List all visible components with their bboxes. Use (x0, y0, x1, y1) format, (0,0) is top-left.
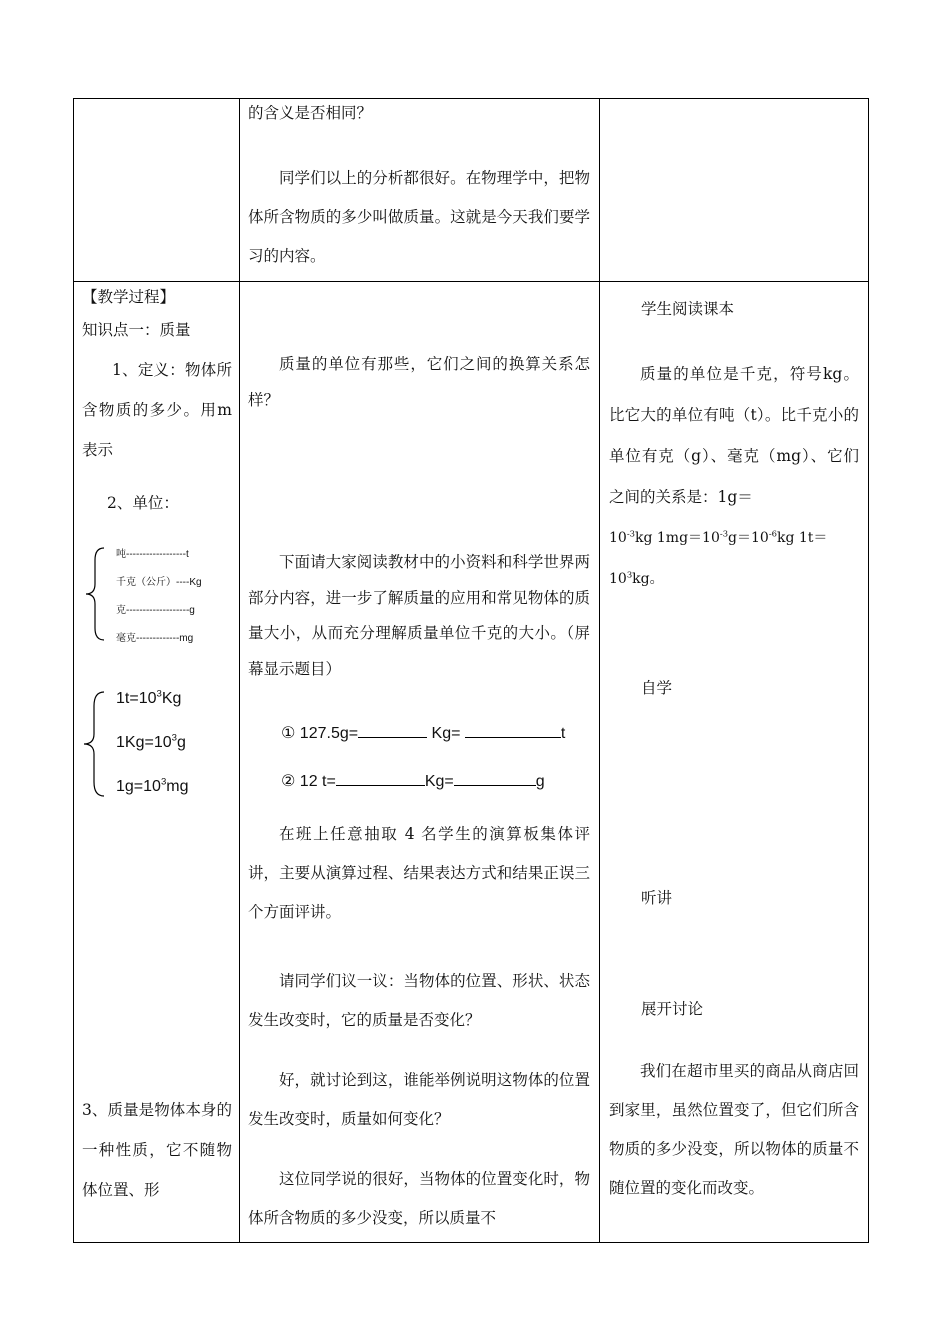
unit-brace (84, 544, 106, 644)
conv-lhs: 1Kg=10 (116, 734, 172, 751)
right-example (609, 1052, 859, 1208)
conv-rhs: g (176, 734, 186, 751)
reading-instruction: 下面请大家阅读教材中的小资料和科学世界两部分内容，进一步了解质量的应用和常见物体的质量大小，从而充分理解质量单位千克的大小。（屏幕显示题目） (248, 553, 590, 678)
example-question: 好，就讨论到这，谁能举例说明这物体的位置发生改变时，质量如何变化？ (248, 1071, 590, 1128)
unit-row-gram (116, 601, 195, 616)
middle-example (248, 1061, 590, 1139)
conv-rhs: Kg (161, 690, 182, 707)
rel-part: kg 1mg＝10 (635, 530, 720, 546)
unit-dash: ---- (176, 577, 190, 588)
unit-relation-line (609, 518, 859, 559)
middle-discuss (248, 962, 590, 1040)
row1-text-1: 的含义是否相同？ (248, 104, 373, 122)
exercise-2 (281, 771, 545, 791)
unit-dash: ------------------ (126, 549, 186, 560)
exercise-part: 127.5g= (299, 725, 359, 742)
rel-part: kg 1t＝ (776, 530, 828, 546)
unit-name: 克 (116, 605, 126, 616)
mass-property-text: 3、质量是物体本身的一种性质，它不随物体位置、形 (82, 1101, 232, 1199)
unit-question: 质量的单位有那些，它们之间的换算关系怎样？ (248, 355, 590, 409)
exercise-number: ② (281, 773, 296, 790)
unit-row-kilogram (116, 573, 202, 588)
unit-dash: ------------- (136, 633, 180, 644)
conversion-kilogram (116, 734, 186, 752)
conv-lhs: 1t=10 (116, 690, 157, 707)
knowledge-point: 知识点一：质量 (82, 321, 191, 339)
conv-exp: 3 (171, 732, 177, 744)
table-left-border (73, 98, 74, 1243)
exercise-number: ① (281, 725, 296, 742)
exercise-part: 12 t= (299, 773, 336, 790)
rel-part: 10 (609, 530, 627, 546)
conv-exp: 3 (160, 776, 167, 788)
unit-symbol: mg (179, 633, 194, 644)
conversion-brace (82, 688, 106, 800)
exercise-part: t (560, 725, 566, 742)
right-self-study (641, 671, 672, 705)
middle-eval (248, 815, 590, 932)
conv-lhs: 1g=10 (116, 778, 161, 795)
rel-exp: -3 (719, 528, 729, 539)
right-discuss (641, 992, 703, 1026)
unit-label: 2、单位： (107, 494, 179, 512)
table-right-border (868, 98, 869, 1243)
exercise-1 (281, 723, 565, 743)
conv-rhs: mg (166, 778, 189, 795)
conversion-ton (116, 690, 181, 708)
unit-row-ton (116, 545, 189, 560)
unit-name: 千克（公斤） (116, 577, 176, 588)
mass-property (82, 1090, 232, 1210)
right-units (609, 354, 859, 600)
right-read (641, 292, 734, 326)
student-read: 学生阅读课本 (641, 300, 735, 318)
conversion-gram (116, 778, 189, 796)
unit-symbol: Kg (189, 577, 202, 588)
unit-name: 毫克 (116, 633, 136, 644)
exercise-part: g (535, 773, 545, 790)
rel-part: g＝10 (728, 530, 769, 546)
exercise-part: Kg= (424, 773, 454, 790)
discussion-question: 请同学们议一议：当物体的位置、形状、状态发生改变时，它的质量是否变化？ (248, 972, 590, 1029)
mass-definition: 1、定义：物体所含物质的多少。用m 表示 (82, 361, 232, 459)
middle-answer (248, 1160, 590, 1238)
conv-exp: 3 (156, 688, 162, 700)
rel-exp: 3 (626, 569, 633, 580)
rel-exp: -6 (768, 528, 777, 539)
evaluation-text: 在班上任意抽取 4 名学生的演算板集体评讲，主要从演算过程、结果表达方式和结果正误三个方面评讲。 (248, 825, 590, 921)
unit-symbol: t (185, 549, 189, 560)
rel-exp: -3 (626, 528, 635, 539)
middle-read (248, 545, 590, 687)
unit-relation-line-2 (609, 559, 859, 600)
self-study-label: 自学 (641, 679, 673, 697)
table-bottom-border (73, 1242, 869, 1243)
example-answer: 我们在超市里买的商品从商店回到家里，虽然位置变了，但它们所含物质的多少没变，所以物体的质量不随位置的变化而改变。 (609, 1062, 859, 1197)
listen-label: 听讲 (641, 889, 673, 907)
rel-part: kg。 (632, 571, 664, 587)
unit-symbol: g (189, 605, 195, 616)
rel-part: 10 (609, 571, 627, 587)
column-divider-2 (599, 98, 600, 1243)
middle-q1 (248, 346, 590, 418)
unit-dash: ------------------- (126, 605, 190, 616)
row1-text-2: 同学们以上的分析都很好。在物理学中，把物体所含物质的多少叫做质量。这就是今天我们要学习的内容。 (248, 169, 590, 265)
process-heading: 【教学过程】 (82, 288, 176, 306)
discuss-label: 展开讨论 (641, 1000, 704, 1018)
row1-middle-cell (248, 96, 590, 276)
left-column (82, 282, 232, 520)
unit-name: 吨 (116, 549, 126, 560)
column-divider-1 (239, 98, 240, 1243)
unit-answer-text: 质量的单位是千克，符号kg。比它大的单位有吨（t）。比千克小的单位有克（g）、毫克（mg）、它们之间的关系是：1g＝ (609, 365, 859, 506)
answer-text: 这位同学说的很好，当物体的位置变化时，物体所含物质的多少没变，所以质量不 (248, 1170, 590, 1227)
right-listen (641, 881, 672, 915)
unit-row-milligram (116, 629, 193, 644)
exercise-part: Kg= (431, 725, 461, 742)
